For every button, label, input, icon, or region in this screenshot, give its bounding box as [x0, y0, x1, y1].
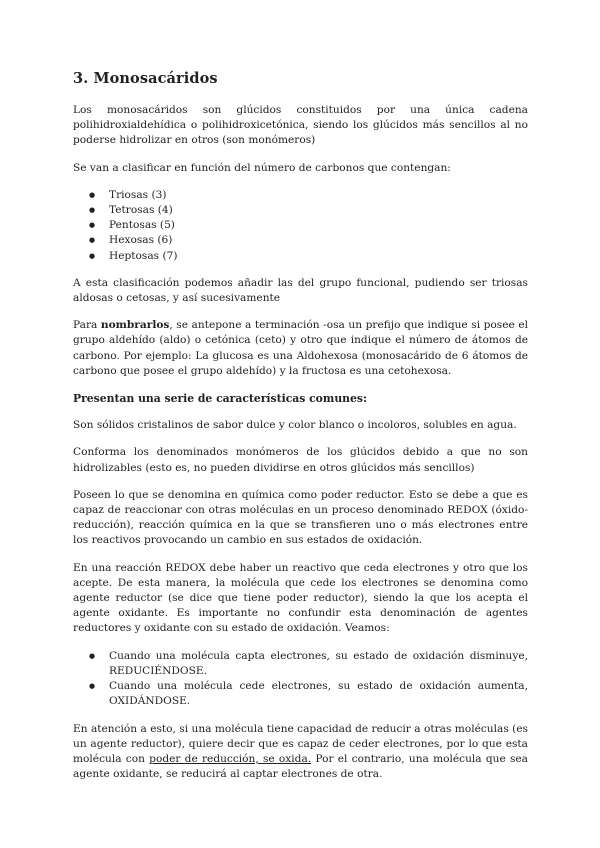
list-item: ● Cuando una molécula capta electrones, su estado de oxidación disminuye, REDUCIÉNDOSE. — [73, 649, 528, 679]
paragraph-definition: Los monosacáridos son glúcidos constituidos por una única cadena polihidroxialdehídica o polihidroxicetónica, siendo los glúcidos más sencillos al no poderse hidrolizar en otros (son monómeros) — [73, 104, 528, 147]
document-page — [73, 70, 528, 794]
section-title: 3. Monosacáridos — [73, 70, 218, 87]
list-item: ● Hexosas (6) — [73, 233, 528, 248]
list-item: ● Tetrosas (4) — [73, 203, 528, 218]
carbon-count-list — [73, 188, 528, 264]
paragraph-redox: En una reacción REDOX debe haber un reactivo que ceda electrones y otro que los acepte. De esta manera, la molécula que cede los electrones se denomina como agente reductor (se dice que tiene poder reductor), siendo la que los acepta el agente oxidante. Es importante no confundir esta denominación de agentes reductores y oxidante con su estado de oxidación. Veamos: — [73, 561, 528, 635]
conclusion-text-post: Por el contrario, una molécula que sea agente oxidante, se reducirá al captar electrones de otra. — [73, 752, 528, 781]
list-item: ● Pentosas (5) — [73, 218, 528, 233]
paragraph-monomers: Conforma los denominados monómeros de los glúcidos debido a que no son hidrolizables (esto es, no pueden dividirse en otros glúcidos más sencillos) — [73, 446, 528, 474]
paragraph-classification-intro: Se van a clasificar en función del número de carbonos que contengan: — [73, 161, 451, 174]
paragraph-solids: Son sólidos cristalinos de sabor dulce y color blanco o incoloros, solubles en agua. — [73, 419, 517, 432]
paragraph-reducing-power: Poseen lo que se denomina en química como poder reductor. Esto se debe a que es capaz de reaccionar con otras moléculas en un proceso denominado REDOX (óxido-reducción), reacción química en la que se transfieren uno o más electrones entre los reactivos provocando un cambio en sus estados de oxidación. — [73, 488, 528, 547]
naming-text-post: , se antepone a terminación -osa un prefijo que indique si posee el grupo aldehído (aldo) o cetónica (ceto) y otro que indique el número de átomos de carbono. Por ejemplo: La glucosa es una Aldohexosa (monosacárido de 6 átomos de carbono que posee el grupo aldehído) y la fructosa es una cetohexosa. — [73, 319, 528, 377]
paragraph-conclusion — [73, 722, 528, 783]
naming-text-pre: Para — [73, 319, 101, 332]
oxidation-list — [73, 649, 528, 710]
list-item: ● Triosas (3) — [73, 188, 528, 203]
paragraph-functional-group: A esta clasificación podemos añadir las del grupo funcional, pudiendo ser triosas aldosas o cetosas, y así sucesivamente — [73, 276, 528, 305]
paragraph-naming — [73, 318, 528, 379]
conclusion-underlined: poder de reducción, se oxida. — [149, 752, 312, 765]
list-item: ● Cuando una molécula cede electrones, su estado de oxidación aumenta, OXIDÁNDOSE. — [73, 679, 528, 709]
list-item: ● Heptosas (7) — [73, 249, 528, 264]
conclusion-text-pre: En atención a esto, si una molécula tiene capacidad de reducir a otras moléculas (es un agente reductor), quiere decir que es capaz de ceder electrones, por lo que esta molécula con — [73, 722, 528, 765]
characteristics-heading: Presentan una serie de características comunes: — [73, 392, 367, 406]
naming-bold: nombrarlos — [100, 319, 170, 332]
